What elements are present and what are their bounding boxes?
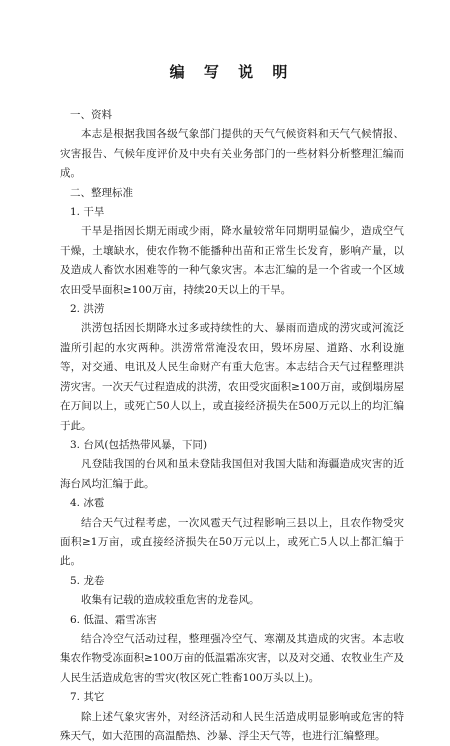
page-title: 编 写 说 明: [169, 63, 295, 81]
section-heading-materials: 一、资料: [70, 109, 112, 121]
item-heading-typhoon: 3. 台风(包括热带风暴，下同): [70, 438, 208, 451]
item-heading-flood: 2. 洪涝: [70, 303, 105, 316]
item-heading-other: 7. 其它: [70, 691, 105, 704]
paragraph-typhoon: 凡登陆我国的台风和虽未登陆我国但对我国大陆和海疆造成灾害的近海台风均汇编于此。: [60, 458, 404, 490]
item-heading-drought: 1. 干旱: [70, 206, 105, 219]
paragraph-tornado: 收集有记载的造成较重危害的龙卷风。: [81, 594, 260, 607]
paragraph-flood: 洪涝包括因长期降水过多或持续性的大、暴雨而造成的涝灾或河流泛滥所引起的水灾两种。洪涝常常淹没农田，毁坏房屋、道路、水利设施等，对交通、电讯及人民生命财产有重大危害。本志结合天气过程整理洪涝灾害。一次天气过程造成的洪涝，农田受灾面积≥100万亩，或倒塌房屋在万间以上，或死亡50人以上，或直接经济损失在500万元以上的均汇编于此。: [60, 322, 404, 432]
paragraph-materials: 本志是根据我国各级气象部门提供的天气气候资料和天气气候情报、灾害报告、气候年度评价及中央有关业务部门的一些材料分析整理汇编而成。: [60, 128, 404, 180]
paragraph-frost: 结合冷空气活动过程，整理强冷空气、寒潮及其造成的灾害。本志收集农作物受冻面积≥100万亩的低温霜冻灾害，以及对交通、农牧业生产及人民生活造成危害的雪灾(牧区死亡牲畜100万头以上)。: [60, 632, 404, 684]
paragraph-hail: 结合天气过程考虑，一次风雹天气过程影响三县以上，且农作物受灾面积≥1万亩，或直接经济损失在50万元以上，或死亡5人以上都汇编于此。: [60, 516, 404, 568]
paragraph-drought: 干旱是指因长期无雨或少雨，降水量较常年同期明显偏少，造成空气干燥，土壤缺水，使农作物不能播种出苗和正常生长发育，影响产量，以及造成人畜饮水困难等的一种气象灾害。本志汇编的是一个省或一个区域农田受旱面积≥100万亩，持续20天以上的干旱。: [60, 225, 404, 296]
item-heading-frost: 6. 低温、霜雪冻害: [70, 613, 157, 626]
paragraph-other: 除上述气象灾害外，对经济活动和人民生活造成明显影响或危害的特殊天气，如大范围的高温酷热、沙暴、浮尘天气等，也进行汇编整理。: [60, 710, 404, 742]
item-heading-tornado: 5. 龙卷: [70, 574, 105, 587]
section-heading-standards: 二、整理标准: [70, 186, 133, 199]
item-heading-hail: 4. 冰雹: [70, 497, 105, 510]
